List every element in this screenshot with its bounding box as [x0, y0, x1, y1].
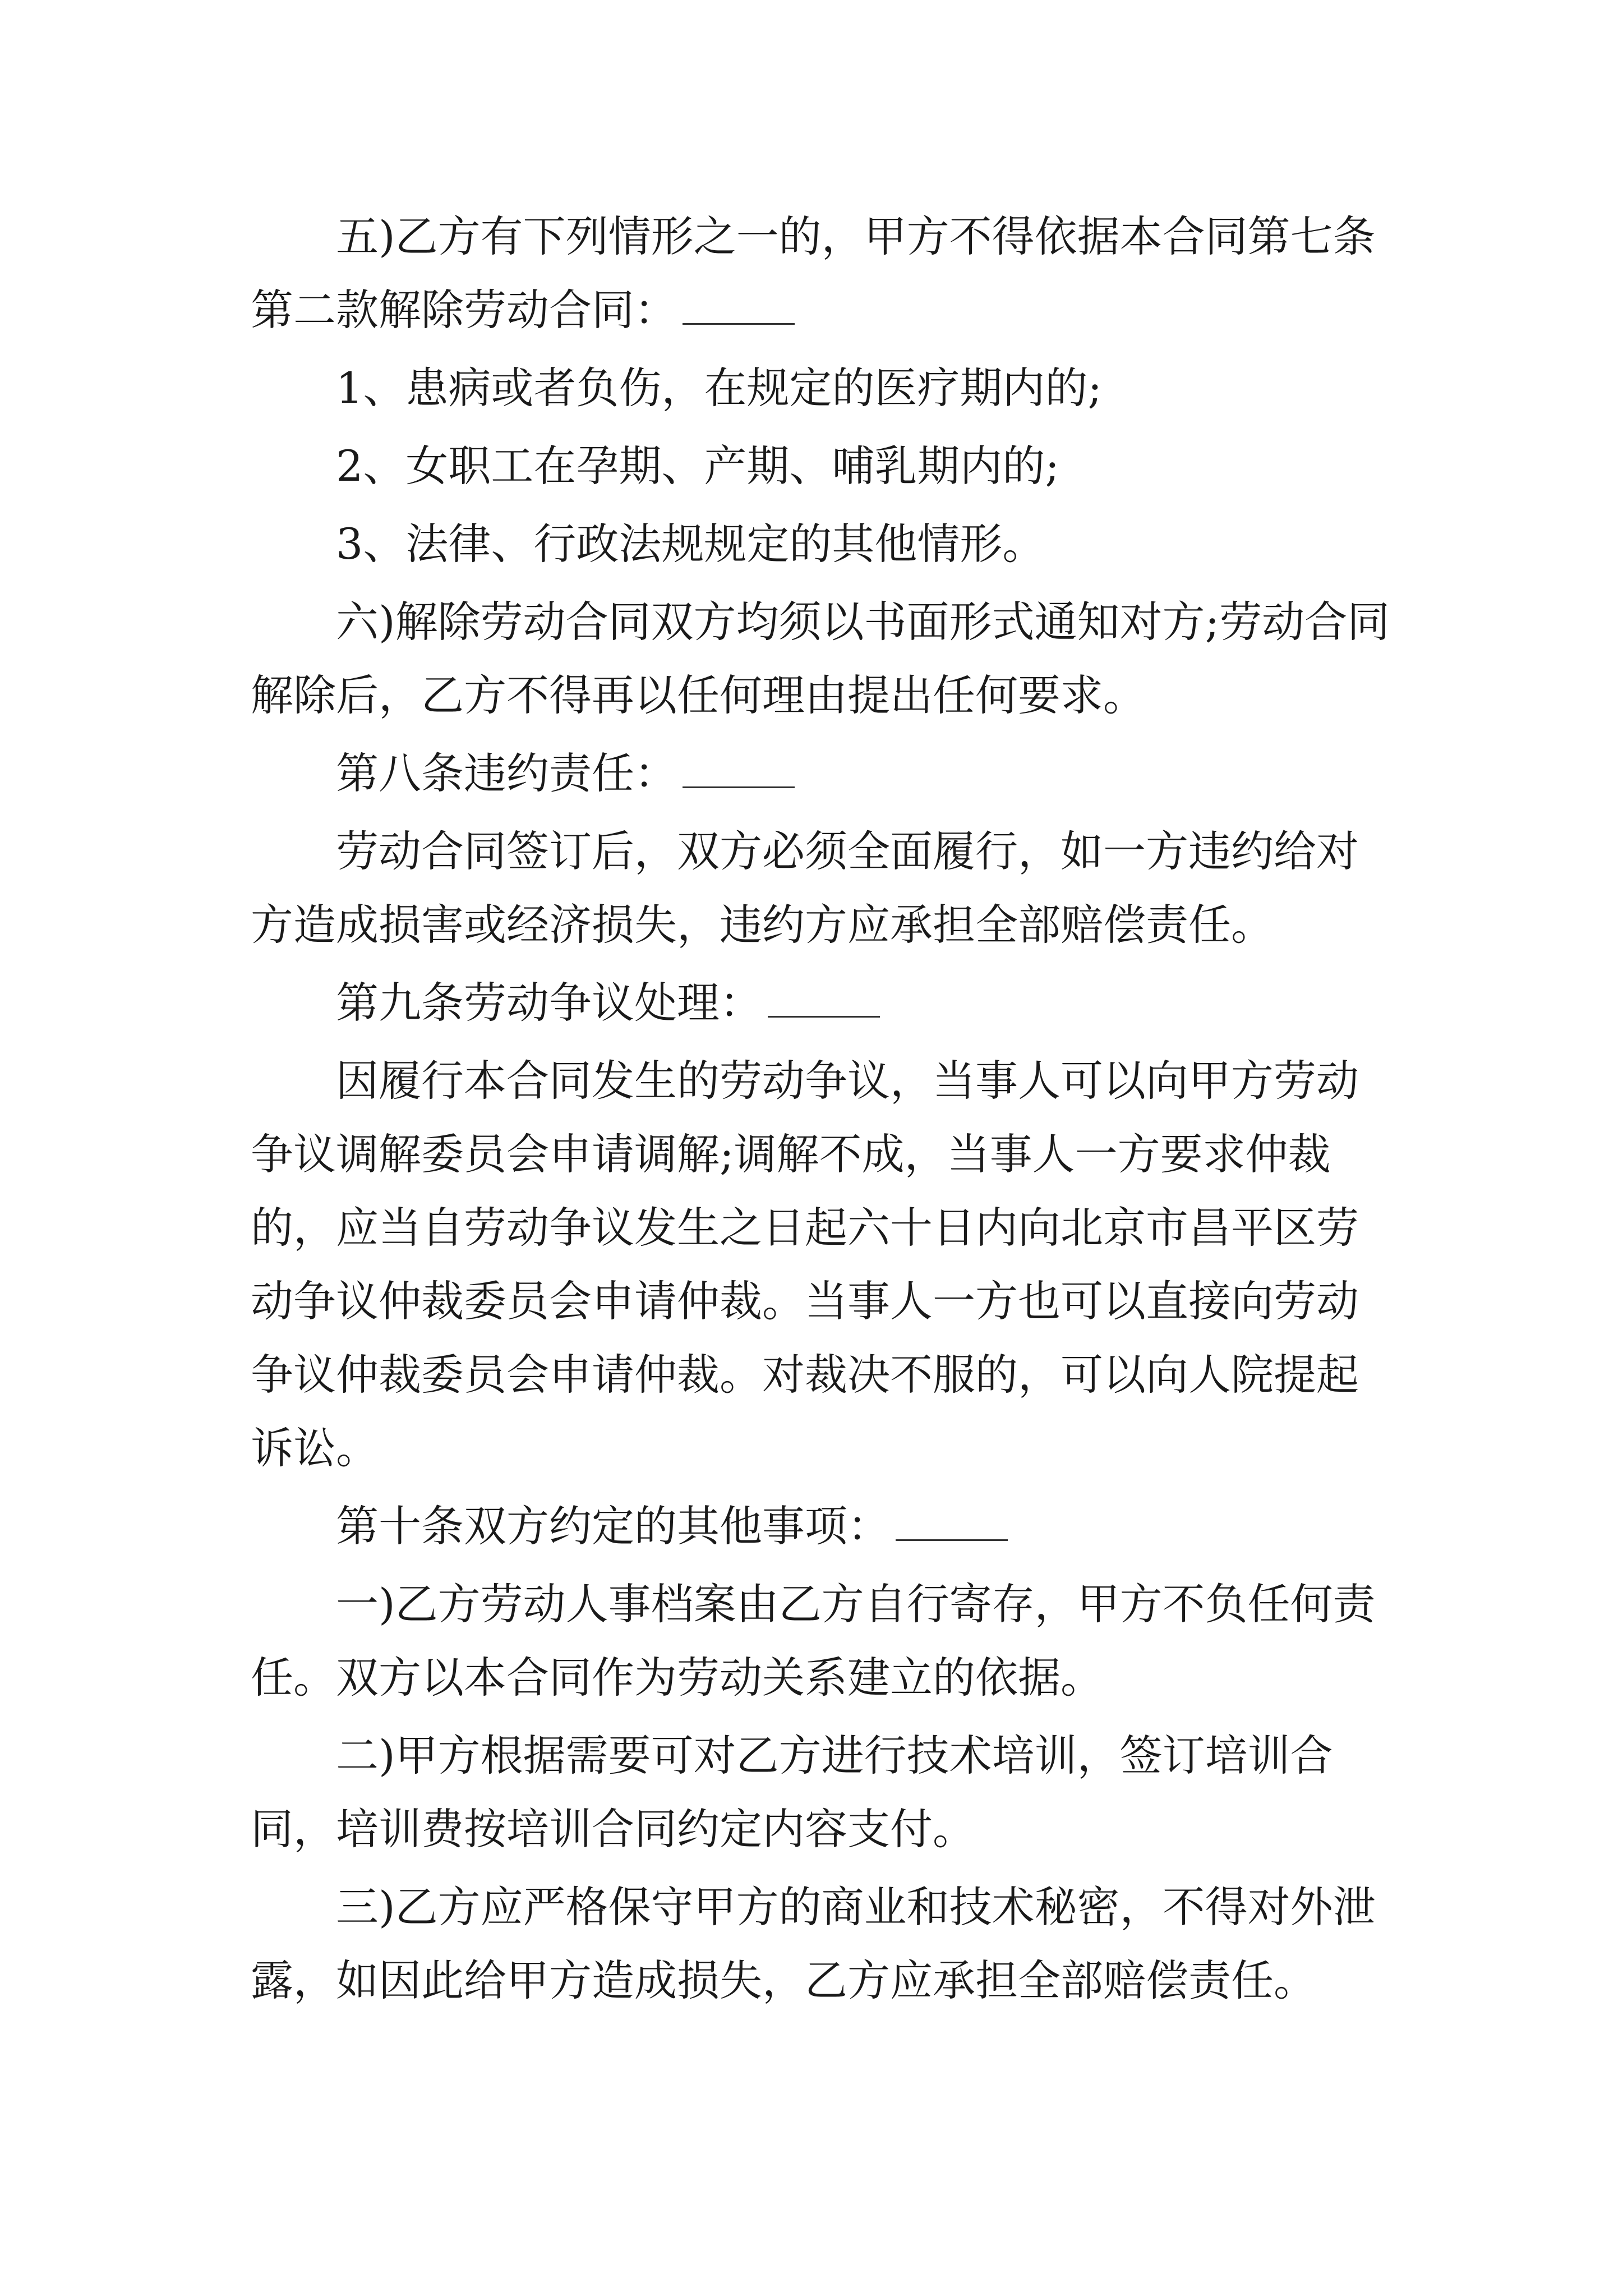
paragraph-text: 二)甲方根据需要可对乙方进行技术培训，签订培训合同，培训费按培训合同约定内容支付。	[251, 1731, 1333, 1854]
fill-blank	[683, 289, 795, 325]
article-8-heading	[251, 737, 1395, 810]
article-9-body	[251, 1044, 1395, 1485]
article-9-heading	[251, 966, 1395, 1039]
paragraph-text: 劳动合同签订后，双方必须全面履行，如一方违约给对方造成损害或经济损失，违约方应承担全部赔偿责任。	[251, 826, 1359, 950]
condition-item-2	[251, 429, 1395, 503]
article-10-item-1	[251, 1567, 1395, 1714]
clause-6-notice	[251, 585, 1395, 732]
paragraph-text: 三)乙方应严格保守甲方的商业和技术秘密，不得对外泄露，如因此给甲方造成损失，乙方应承担全部赔偿责任。	[251, 1882, 1376, 2005]
paragraph-text: 五)乙方有下列情形之一的，甲方不得依据本合同第七条第二款解除劳动合同：	[251, 211, 1376, 335]
paragraph-text: 2、女职工在孕期、产期、哺乳期内的;	[336, 441, 1059, 491]
clause-5-conditions	[251, 200, 1395, 347]
paragraph-text: 第八条违约责任：	[336, 748, 677, 798]
paragraph-text: 1、患病或者负伤，在规定的医疗期内的;	[336, 363, 1102, 413]
article-10-heading	[251, 1489, 1395, 1563]
paragraph-text: 因履行本合同发生的劳动争议，当事人可以向甲方劳动争议调解委员会申请调解;调解不成，当事人一方要求仲裁的，应当自劳动争议发生之日起六十日内向北京市昌平区劳动争议仲裁委员会申请仲裁。当事人一方也可以直接向劳动争议仲裁委员会申请仲裁。对裁决不服的，可以向人院提起诉讼。	[251, 1056, 1359, 1473]
condition-item-1	[251, 351, 1395, 425]
condition-item-3	[251, 507, 1395, 581]
paragraph-text: 六)解除劳动合同双方均须以书面形式通知对方;劳动合同解除后，乙方不得再以任何理由提出任何要求。	[251, 597, 1390, 720]
fill-blank	[768, 982, 880, 1018]
paragraph-text: 一)乙方劳动人事档案由乙方自行寄存，甲方不负任何责任。双方以本合同作为劳动关系建立的依据。	[251, 1579, 1376, 1703]
article-8-body	[251, 815, 1395, 961]
contract-body	[251, 200, 1395, 2017]
article-10-item-2	[251, 1719, 1395, 1866]
paragraph-text: 3、法律、行政法规规定的其他情形。	[336, 519, 1045, 569]
fill-blank	[896, 1506, 1008, 1541]
fill-blank	[683, 753, 795, 788]
paragraph-text: 第十条双方约定的其他事项：	[336, 1501, 890, 1551]
article-10-item-3	[251, 1870, 1395, 2017]
paragraph-text: 第九条劳动争议处理：	[336, 978, 762, 1028]
